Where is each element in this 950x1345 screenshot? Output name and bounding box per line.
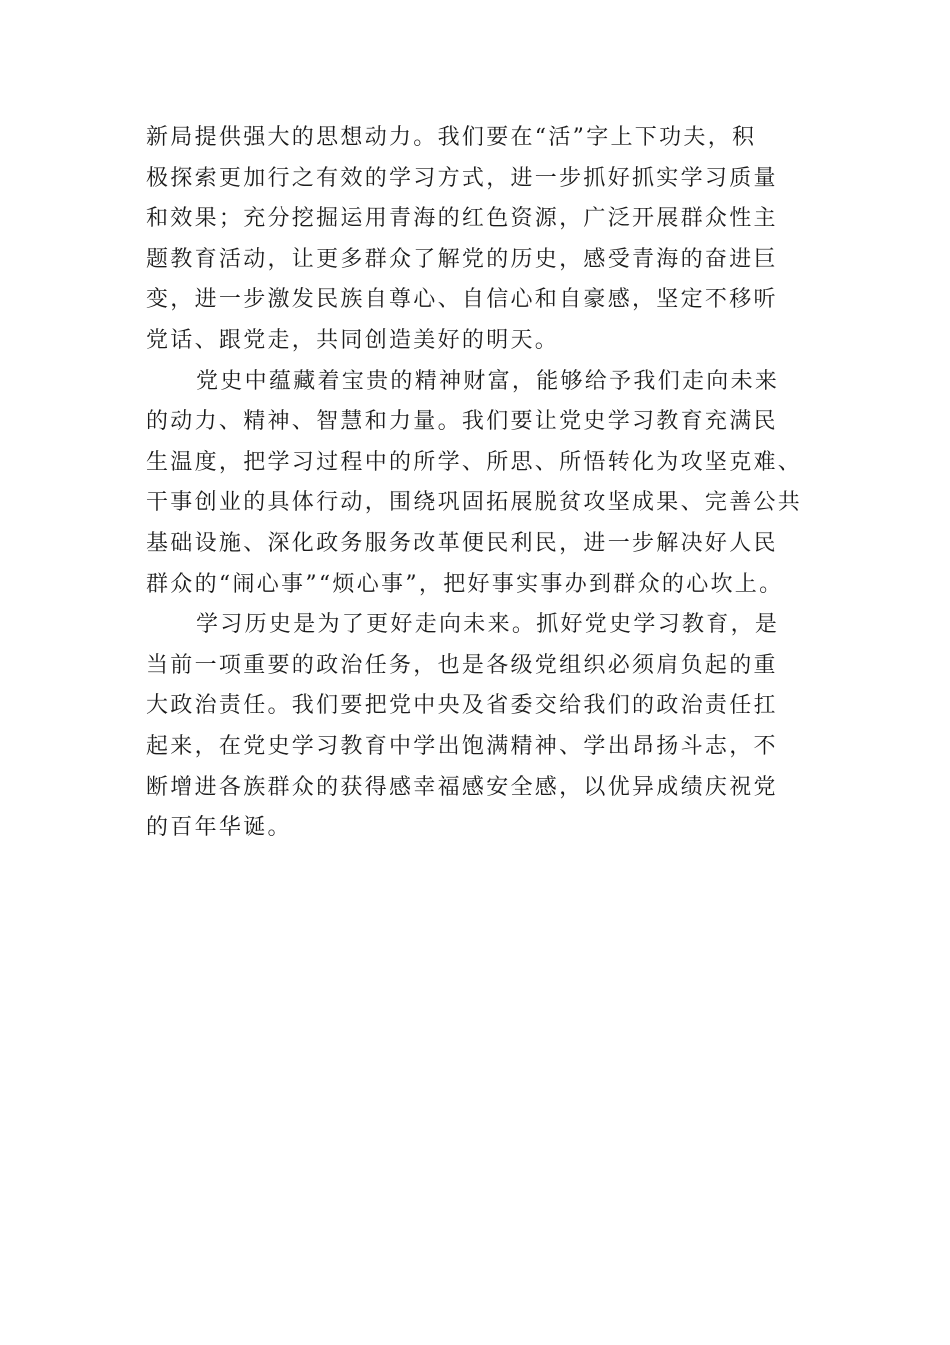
text-line: 新局提供强大的思想动力。我们要在“活”字上下功夫，积	[146, 125, 757, 150]
text-line: 极探索更加行之有效的学习方式，进一步抓好抓实学习质量	[146, 165, 778, 191]
text-line: 群众的“闹心事”“烦心事”，把好事实事办到群众的心坎上。	[146, 571, 784, 597]
text-line: 断增进各族群众的获得感幸福感安全感，以优异成绩庆祝党	[146, 774, 778, 800]
text-line: 题教育活动，让更多群众了解党的历史，感受青海的奋进巨	[146, 246, 778, 272]
paragraph-3	[146, 605, 806, 849]
body-text	[146, 118, 806, 849]
text-line: 大政治责任。我们要把党中央及省委交给我们的政治责任扛	[146, 693, 778, 719]
text-line: 起来，在党史学习教育中学出饱满精神、学出昂扬斗志，不	[146, 733, 778, 759]
text-line: 干事创业的具体行动，围绕巩固拓展脱贫攻坚成果、完善公共	[146, 490, 803, 516]
text-line: 基础设施、深化政务服务改革便民利民，进一步解决好人民	[146, 530, 778, 556]
text-line: 变，进一步激发民族自尊心、自信心和自豪感，坚定不移听	[146, 287, 778, 313]
text-line: 学习历史是为了更好走向未来。抓好党史学习教育，是	[196, 612, 780, 638]
text-line: 和效果；充分挖掘运用青海的红色资源，广泛开展群众性主	[146, 206, 778, 232]
paragraph-2	[146, 362, 806, 606]
text-line: 生温度，把学习过程中的所学、所思、所悟转化为攻坚克难、	[146, 449, 803, 475]
text-line: 的动力、精神、智慧和力量。我们要让党史学习教育充满民	[146, 409, 778, 435]
text-line: 的百年华诞。	[146, 815, 292, 841]
text-line: 当前一项重要的政治任务，也是各级党组织必须肩负起的重	[146, 652, 778, 678]
text-line: 党话、跟党走，共同创造美好的明天。	[146, 327, 560, 353]
paragraph-1	[146, 118, 806, 362]
text-line: 党史中蕴藏着宝贵的精神财富，能够给予我们走向未来	[196, 368, 780, 394]
